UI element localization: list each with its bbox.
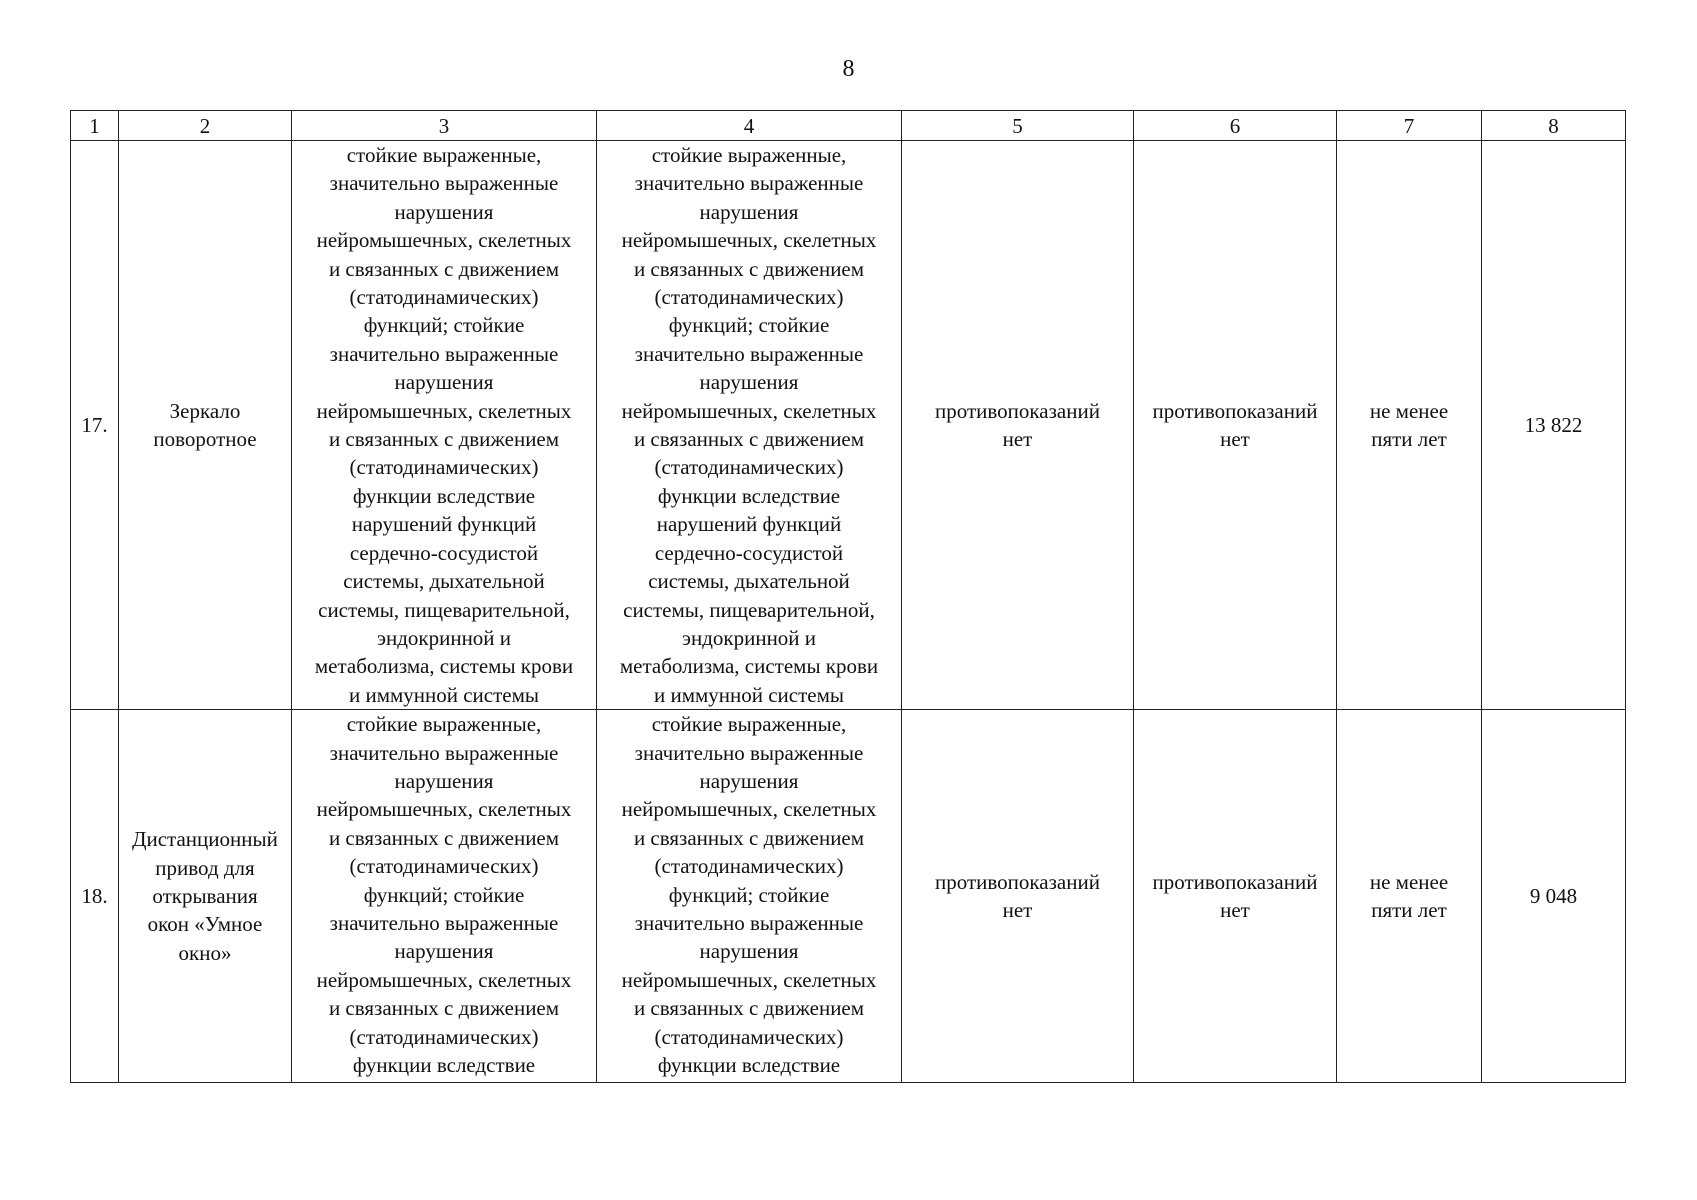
text-line: (статодинамических) [349, 1024, 539, 1049]
service-life-cell [1337, 710, 1482, 1083]
indications-cell [597, 710, 902, 1083]
text-line: системы, пищеварительной, [318, 597, 570, 622]
text-line: нет [1002, 427, 1033, 452]
row-number-cell: 18. [71, 710, 119, 1083]
text-line: нейромышечных, скелетных [316, 228, 572, 253]
text-line: метаболизма, системы крови [314, 654, 574, 679]
text-line: значительно выраженные [329, 341, 559, 366]
text-line: стойкие выраженные, [346, 712, 542, 737]
text-line: функции вследствие [352, 483, 536, 508]
header-cell-5: 5 [902, 111, 1134, 141]
text-line: (статодинамических) [654, 455, 844, 480]
text-line: не менее [1369, 398, 1449, 423]
text-line: значительно выраженные [329, 740, 559, 765]
text-line: нарушения [394, 768, 494, 793]
text-line: нейромышечных, скелетных [621, 797, 877, 822]
text-line: значительно выраженные [634, 910, 864, 935]
contraindications-cell [902, 141, 1134, 710]
text-line: системы, пищеварительной, [623, 597, 875, 622]
text-line: функции вследствие [657, 483, 841, 508]
text-line: значительно выраженные [329, 171, 559, 196]
text-line: нейромышечных, скелетных [621, 228, 877, 253]
text-line: пяти лет [1371, 898, 1447, 923]
item-name-cell [119, 141, 292, 710]
header-cell-6: 6 [1134, 111, 1337, 141]
text-line: эндокринной и [681, 625, 817, 650]
header-cell-1: 1 [71, 111, 119, 141]
text-line: (статодинамических) [654, 285, 844, 310]
table-row [71, 141, 1626, 710]
header-cell-3: 3 [292, 111, 597, 141]
text-line: и связанных с движением [633, 996, 865, 1021]
text-line: окно» [178, 940, 232, 965]
text-line: и иммунной системы [653, 682, 845, 707]
text-line: поворотное [153, 427, 257, 452]
text-line: и иммунной системы [348, 682, 540, 707]
service-life-cell [1337, 141, 1482, 710]
text-line: (статодинамических) [654, 1024, 844, 1049]
text-line: и связанных с движением [633, 427, 865, 452]
text-line: нет [1220, 427, 1250, 452]
text-line: нарушения [394, 939, 494, 964]
text-line: значительно выраженные [634, 341, 864, 366]
text-line: функции вследствие [657, 1053, 841, 1077]
text-line: нарушений функций [351, 512, 537, 537]
text-line: функции вследствие [352, 1053, 536, 1077]
text-line: системы, дыхательной [648, 569, 850, 594]
text-line: открывания [152, 883, 258, 908]
header-cell-8: 8 [1482, 111, 1626, 141]
text-line: функций; стойкие [363, 882, 525, 907]
text-line: противопоказаний [935, 398, 1100, 423]
text-line: системы, дыхательной [343, 569, 545, 594]
text-line: нейромышечных, скелетных [316, 967, 572, 992]
text-line: метаболизма, системы крови [619, 654, 879, 679]
text-line: сердечно-сосудистой [654, 540, 844, 565]
contraindications-cell [902, 710, 1134, 1083]
row-number-cell: 17. [71, 141, 119, 710]
text-line: нет [1002, 898, 1033, 923]
table-row [71, 710, 1626, 1083]
text-line: пяти лет [1371, 427, 1447, 452]
text-line: нейромышечных, скелетных [621, 967, 877, 992]
text-line: стойкие выраженные, [651, 712, 847, 737]
table-header-row [71, 111, 1626, 141]
indications-cell [292, 710, 597, 1083]
requirements-table [70, 110, 1626, 1083]
text-line: окон «Умное [147, 912, 263, 937]
text-line: стойкие выраженные, [651, 143, 847, 167]
header-cell-7: 7 [1337, 111, 1482, 141]
text-line: и связанных с движением [328, 256, 560, 281]
price-cell: 9 048 [1482, 710, 1626, 1083]
text-line: стойкие выраженные, [346, 143, 542, 167]
text-line: противопоказаний [935, 869, 1100, 894]
text-line: привод для [155, 855, 255, 880]
contraindications-cell [1134, 710, 1337, 1083]
text-line: (статодинамических) [349, 455, 539, 480]
text-line: функций; стойкие [363, 313, 525, 338]
header-cell-2: 2 [119, 111, 292, 141]
text-line: нарушений функций [656, 512, 842, 537]
text-line: нарушения [699, 199, 799, 224]
indications-cell [597, 141, 902, 710]
text-line: нарушения [699, 370, 799, 395]
text-line: нейромышечных, скелетных [621, 398, 877, 423]
text-line: значительно выраженные [634, 171, 864, 196]
item-name-cell [119, 710, 292, 1083]
text-line: сердечно-сосудистой [349, 540, 539, 565]
contraindications-cell [1134, 141, 1337, 710]
text-line: и связанных с движением [633, 256, 865, 281]
text-line: эндокринной и [376, 625, 512, 650]
text-line: нейромышечных, скелетных [316, 398, 572, 423]
text-line: (статодинамических) [654, 854, 844, 879]
text-line: нет [1220, 898, 1250, 923]
text-line: и связанных с движением [328, 825, 560, 850]
text-line: (статодинамических) [349, 285, 539, 310]
text-line: и связанных с движением [633, 825, 865, 850]
text-line: нарушения [699, 768, 799, 793]
text-line: и связанных с движением [328, 996, 560, 1021]
text-line: (статодинамических) [349, 854, 539, 879]
page-number: 8 [842, 56, 855, 82]
indications-cell [292, 141, 597, 710]
text-line: Зеркало [169, 398, 241, 423]
text-line: функций; стойкие [668, 882, 830, 907]
text-line: противопоказаний [1152, 398, 1318, 423]
text-line: нарушения [394, 199, 494, 224]
text-line: не менее [1369, 869, 1449, 894]
text-line: значительно выраженные [329, 910, 559, 935]
text-line: нейромышечных, скелетных [316, 797, 572, 822]
price-cell: 13 822 [1482, 141, 1626, 710]
text-line: функций; стойкие [668, 313, 830, 338]
text-line: нарушения [394, 370, 494, 395]
header-cell-4: 4 [597, 111, 902, 141]
text-line: нарушения [699, 939, 799, 964]
text-line: и связанных с движением [328, 427, 560, 452]
text-line: значительно выраженные [634, 740, 864, 765]
text-line: противопоказаний [1152, 869, 1318, 894]
text-line: Дистанционный [132, 827, 278, 852]
